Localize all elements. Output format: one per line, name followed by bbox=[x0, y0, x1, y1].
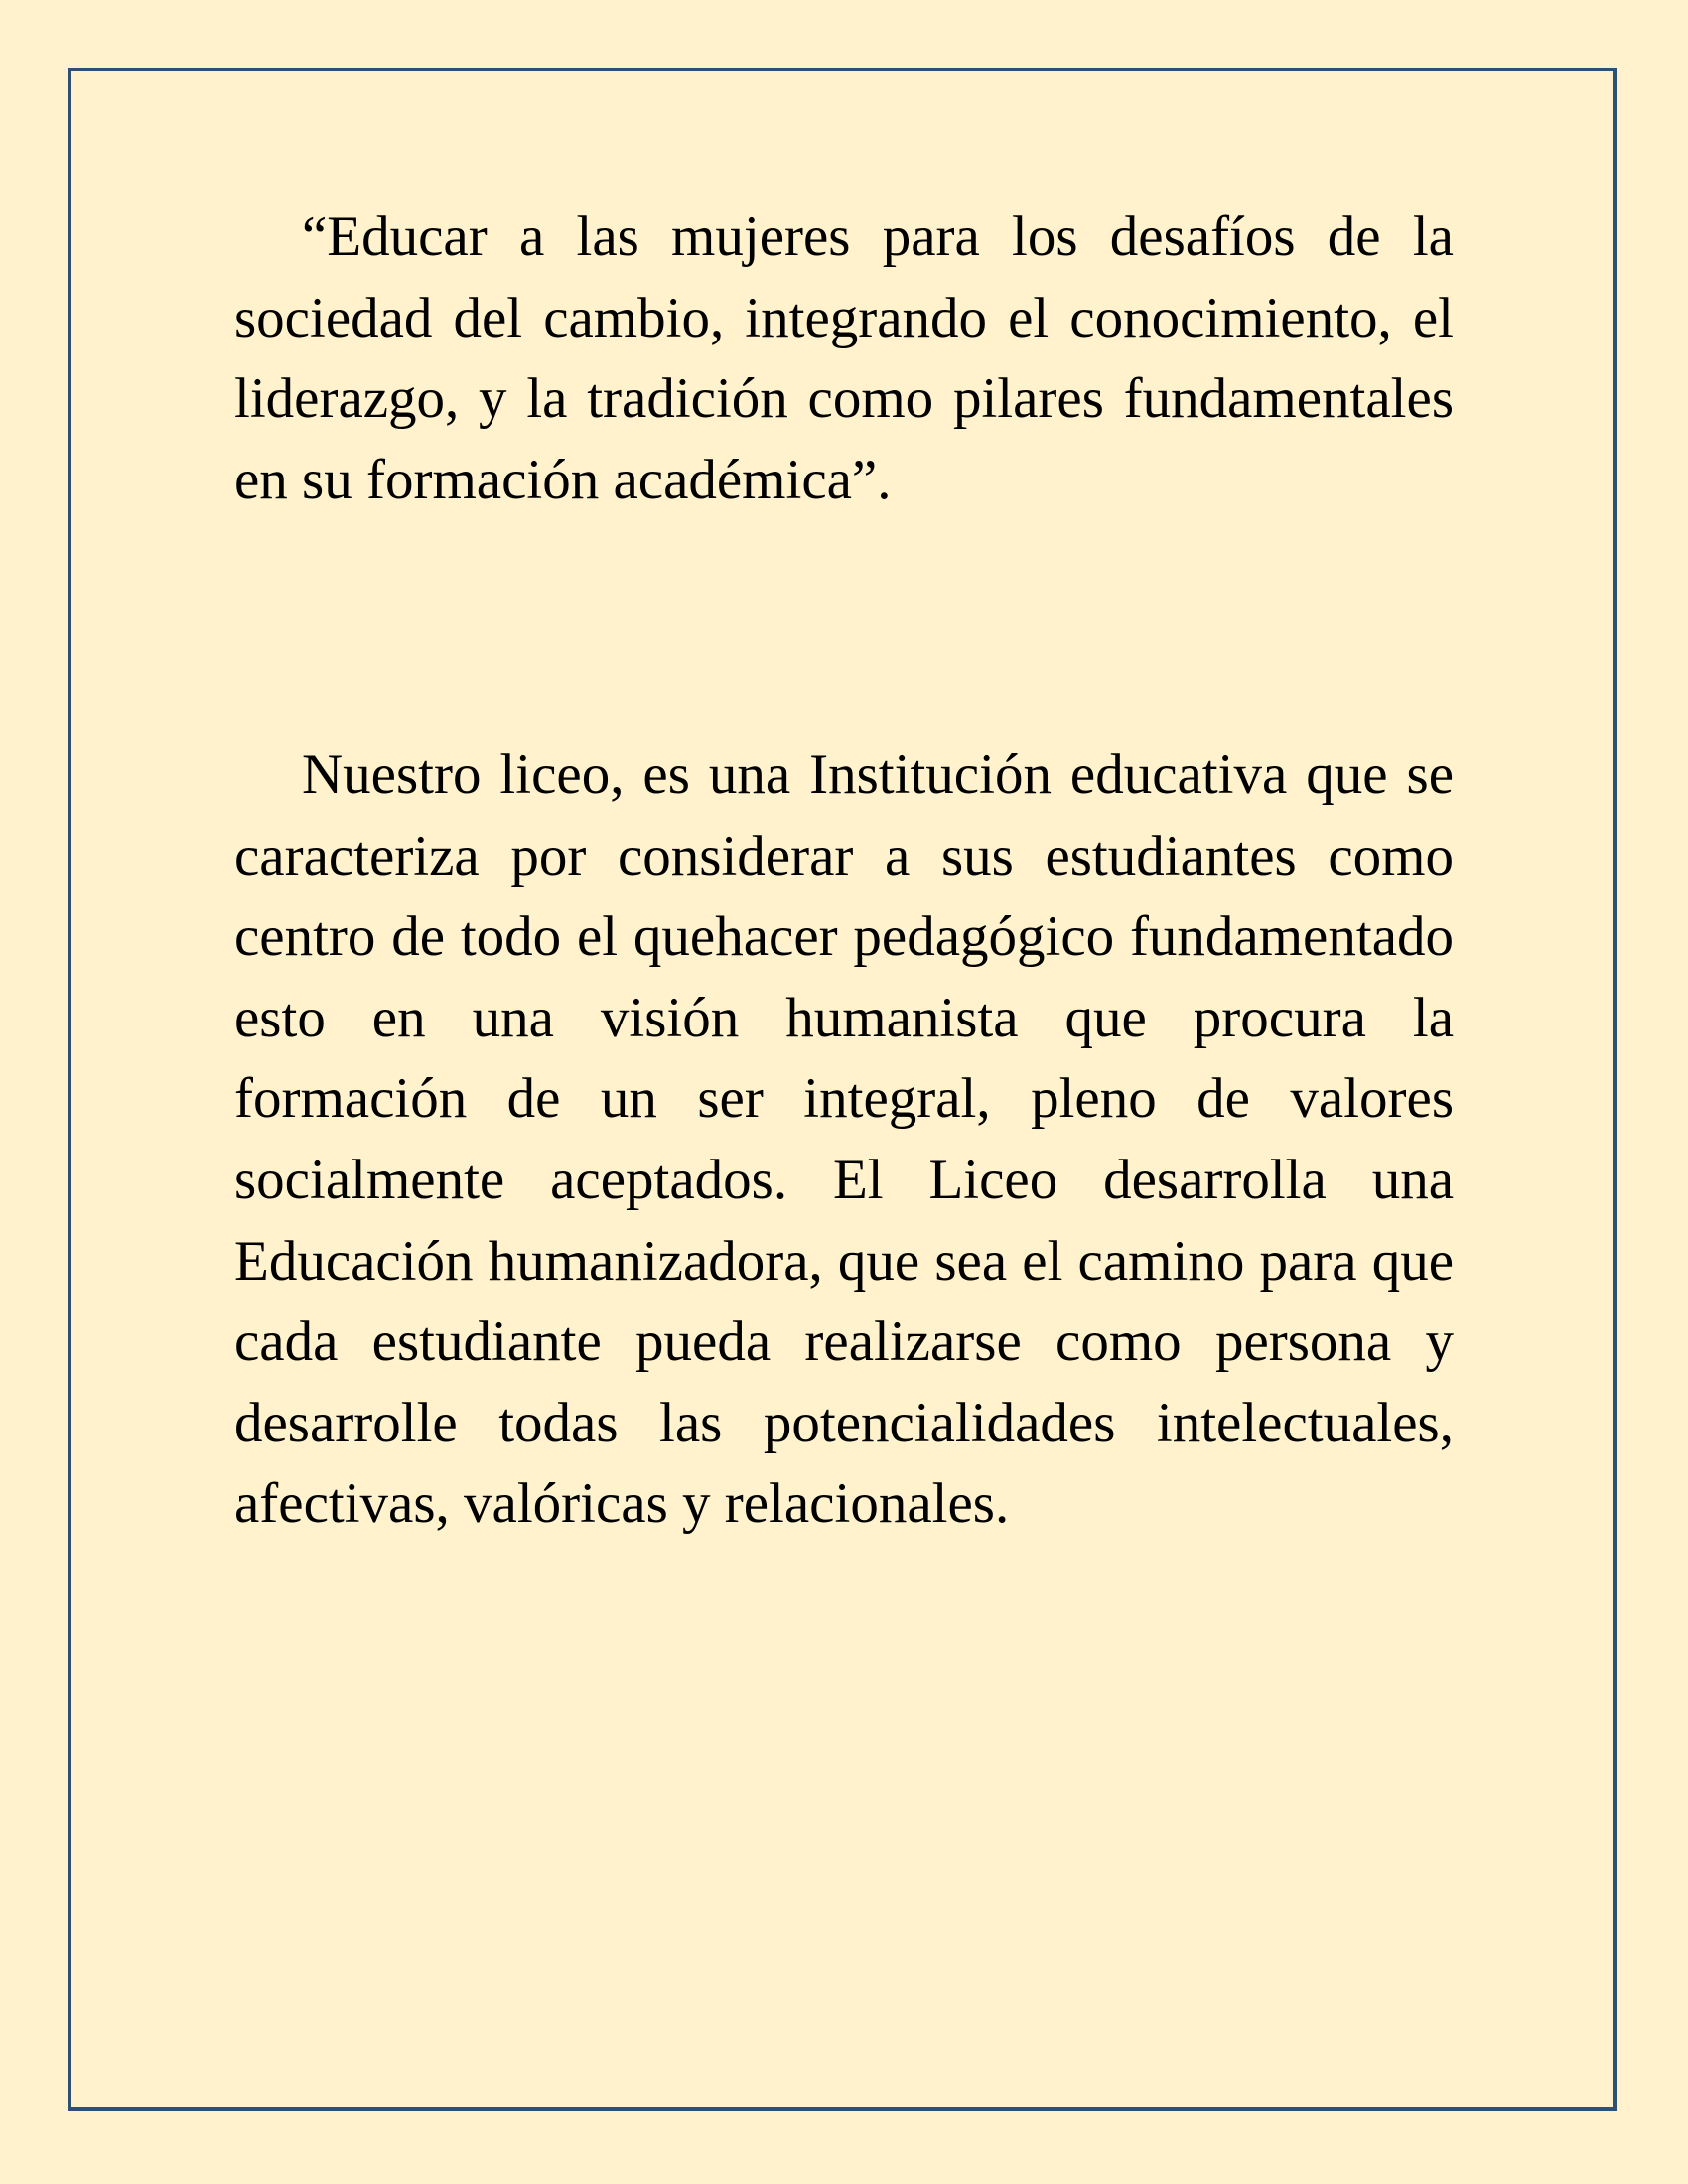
institution-description-paragraph: Nuestro liceo, es una Institución educativa que se caracteriza por considerar a sus estudiantes como centro de todo el quehacer pedagógico fundamentado esto en una visión humanista que procura la formación de un ser integral, pleno de valores socialmente aceptados. El Liceo desarrolla una Educación humanizadora, que sea el camino para que cada estudiante pueda realizarse como persona y desarrolle todas las potencialidades intelectuales, afectivas, valóricas y relacionales. bbox=[234, 744, 1454, 1536]
mission-quote-paragraph: “Educar a las mujeres para los desafíos de la sociedad del cambio, integrando el conocimiento, el liderazgo, y la tradición como pilares fundamentales en su formación académica”. bbox=[234, 205, 1454, 511]
